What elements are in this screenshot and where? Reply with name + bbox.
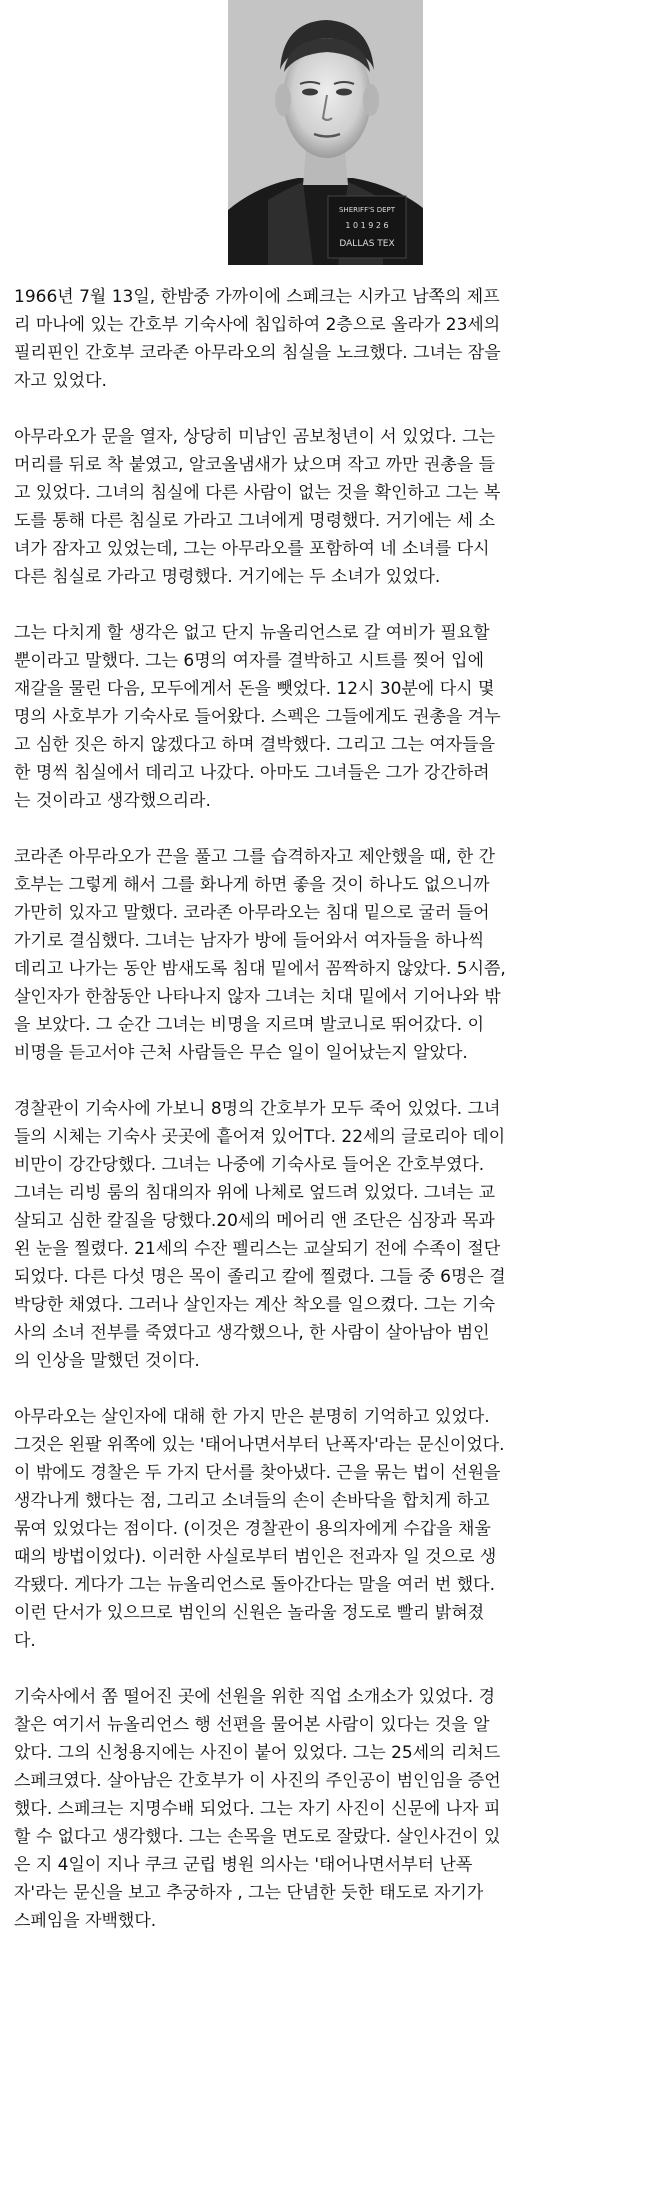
- paragraph-2: 아무라오가 문을 열자, 상당히 미남인 곰보청년이 서 있었다. 그는 머리를 뒤로 착 붙였고, 알코올냄새가 났으며 작고 까만 권총을 들 고 있었다. 그녀의 침실에 다른 사람이 없는 것을 확인하고 그는 복 도를 통해 다른 침실로 가라고 그녀에게 명령했다. 거기에는 세 소 녀가 잠자고 있었는데, 그는 아무라오를 포함하여 네 소녀를 다시 다른 침실로 가라고 명령했다. 거기에는 두 소녀가 있었다.: [14, 427, 501, 587]
- paragraph-6: 아무라오는 살인자에 대해 한 가지 만은 분명히 기억하고 있었다. 그것은 왼팔 위쪽에 있는 '태어나면서부터 난폭자'라는 문신이었다. 이 밖에도 경찰은 두 가지 단서를 찾아냈다. 근을 묶는 법이 선원을 생각나게 했다는 점, 그리고 소녀들의 손이 손바닥을 합치게 하고 묶여 있었다는 점이다. (이것은 경찰관이 용의자에게 수갑을 채울 때의 방법이었다). 이러한 사실로부터 범인은 전과자 일 것으로 생 각됐다. 게다가 그는 뉴올리언스로 돌아간다는 말을 여러 번 했다. 이런 단서가 있으므로 범인의 신원은 놀라울 정도로 빨리 밝혀졌 다.: [14, 1407, 505, 1651]
- paragraph-5: 경찰관이 기숙사에 가보니 8명의 간호부가 모두 죽어 있었다. 그녀 들의 시체는 기숙사 곳곳에 흩어져 있어T다. 22세의 글로리아 데이 비만이 강간당했다. 그녀는 나중에 기숙사로 들어온 간호부였다. 그녀는 리빙 룸의 침대의자 위에 나체로 엎드려 있었다. 그녀는 교 살되고 심한 칼질을 당했다.20세의 메어리 앤 조단은 심장과 목과 왼 눈을 찔렸다. 21세의 수잔 펠리스는 교살되기 전에 수족이 절단 되었다. 다른 다섯 명은 목이 졸리고 칼에 찔렸다. 그들 중 6명은 결 박당한 채였다. 그러나 살인자는 계산 착오를 일으켰다. 그는 기숙 사의 소녀 전부를 죽였다고 생각했으나, 한 사람이 살아남아 범인 의 인상을 말했던 것이다.: [14, 1099, 506, 1371]
- mugshot-image: [228, 0, 423, 265]
- placard-line-1: SHERIFF'S DEPT: [338, 206, 395, 214]
- article-body: [0, 265, 650, 1935]
- mugshot-photo: [228, 0, 423, 265]
- placard-line-3: DALLAS TEX: [338, 239, 395, 249]
- placard-line-2: 1 0 1 9 2 6: [344, 221, 389, 230]
- paragraph-7: 기숙사에서 쫌 떨어진 곳에 선원을 위한 직업 소개소가 있었다. 경 찰은 여기서 뉴올리언스 행 선편을 물어본 사람이 있다는 것을 알 았다. 그의 신청용지에는 사진이 붙어 있었다. 그는 25세의 리처드 스페크였다. 살아남은 간호부가 이 사진의 주인공이 범인임을 증언 했다. 스페크는 지명수배 되었다. 그는 자기 사진이 신문에 나자 피 할 수 없다고 생각했다. 그는 손목을 면도로 잘랐다. 살인사건이 있 은 지 4일이 지나 쿠크 군립 병원 의사는 '태어나면서부터 난폭 자'라는 문신을 보고 추궁하자 , 그는 단념한 듯한 태도로 자기가 스페임을 자백했다.: [14, 1687, 501, 1931]
- paragraph-3: 그는 다치게 할 생각은 없고 단지 뉴올리언스로 갈 여비가 필요할 뿐이라고 말했다. 그는 6명의 여자를 결박하고 시트를 찢어 입에 재갈을 물린 다음, 모두에게서 돈을 뺏었다. 12시 30분에 다시 몇 명의 사호부가 기숙사로 들어왔다. 스펙은 그들에게도 권총을 겨누 고 심한 짓은 하지 않겠다고 하며 결박했다. 그리고 그는 여자들을 한 명씩 침실에서 데리고 나갔다. 아마도 그녀들은 그가 강간하려 는 것이라고 생각했으리라.: [14, 623, 501, 811]
- paragraph-4: 코라존 아무라오가 끈을 풀고 그를 습격하자고 제안했을 때, 한 간 호부는 그렇게 해서 그를 화나게 하면 좋을 것이 하나도 없으니까 가만히 있자고 말했다. 코라존 아무라오는 침대 밑으로 굴러 들어 가기로 결심했다. 그녀는 남자가 방에 들어와서 여자들을 하나씩 데리고 나가는 동안 밤새도록 침대 밑에서 꼼짝하지 않았다. 5시쯤, 살인자가 한참동안 나타나지 않자 그녀는 치대 밑에서 기어나와 밖 을 보았다. 그 순간 그녀는 비명을 지르며 발코니로 뛰어갔다. 이 비명을 듣고서야 근처 사람들은 무슨 일이 일어났는지 알았다.: [14, 847, 506, 1063]
- paragraph-1: 1966년 7월 13일, 한밤중 가까이에 스페크는 시카고 남쪽의 제프 리 마나에 있는 간호부 기숙사에 침입하여 2층으로 올라가 23세의 필리핀인 간호부 코라존 아무라오의 침실을 노크했다. 그녀는 잠을 자고 있었다.: [14, 287, 501, 391]
